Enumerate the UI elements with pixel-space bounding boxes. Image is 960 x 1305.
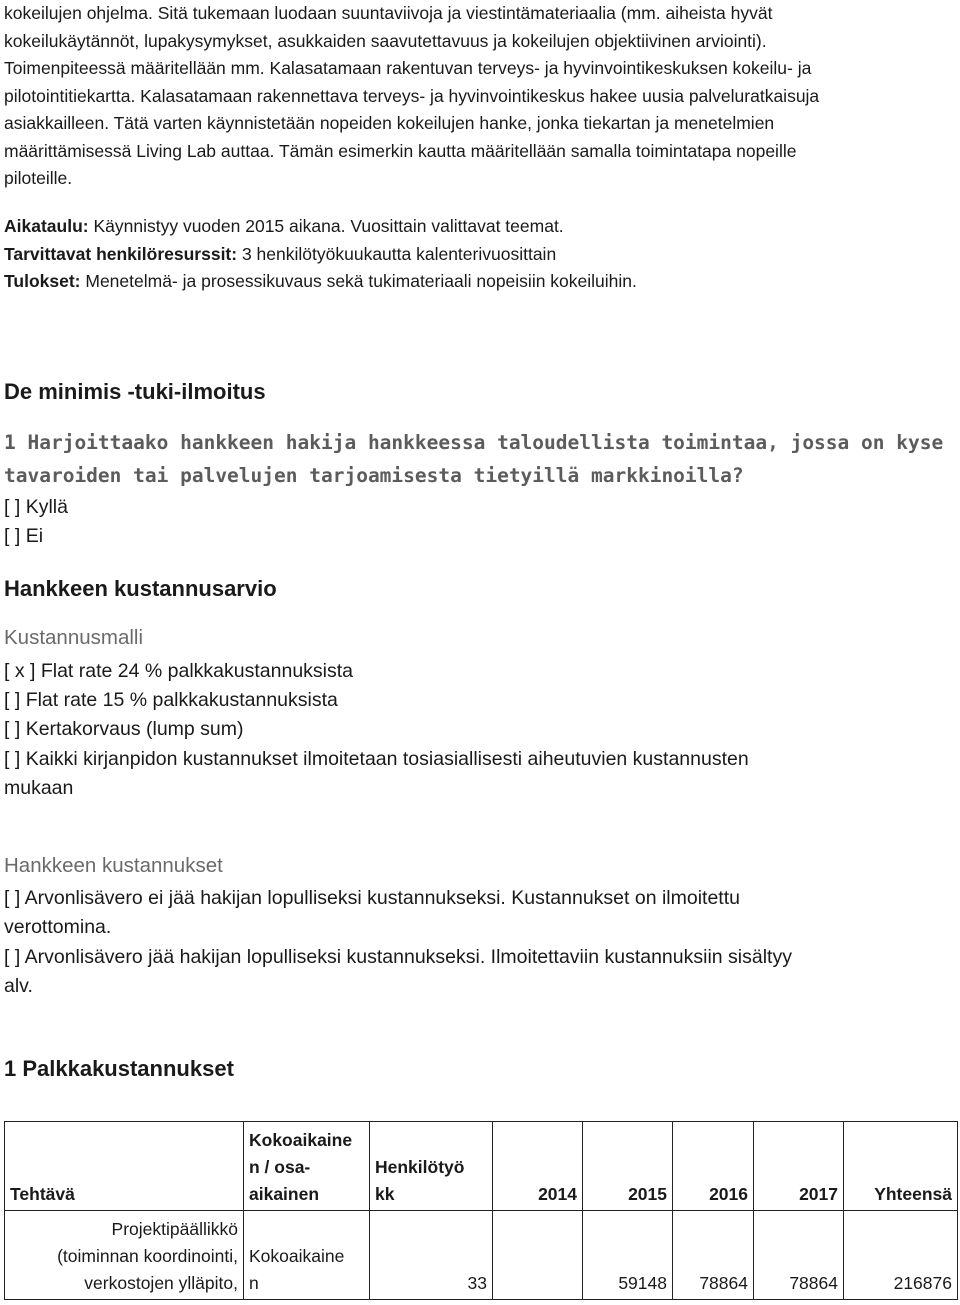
intro-line: kokeilukäytännöt, lupakysymykset, asukkaiden saavutettavuus ja kokeilujen objektiivinen arviointi). — [4, 30, 767, 51]
schedule-label: Aikataulu: — [4, 216, 89, 236]
resources-value: 3 henkilötyökuukautta kalenterivuosittain — [237, 243, 557, 264]
cost-model-option[interactable] — [4, 657, 353, 686]
checkbox-bracket[interactable]: [ ] — [4, 946, 21, 968]
intro-line: Toimenpiteessä määritellään mm. Kalasatamaan rakentuvan terveys- ja hyvinvointikeskuksen kokeilu- ja — [4, 58, 812, 78]
intro-line: pilotointitiekartta. Kalasatamaan rakennettava terveys- ja hyvinvointikeskus hakee uusia palveluratkaisuja — [4, 85, 820, 106]
cost-model-option-actual[interactable] — [4, 745, 749, 803]
col-header-2016: 2016 — [673, 1122, 754, 1211]
option-label-cont: alv. — [4, 975, 33, 997]
col-header-total: Yhteensä — [844, 1122, 958, 1211]
col-header-task: Tehtävä — [5, 1122, 244, 1211]
col-header-2017: 2017 — [754, 1122, 844, 1211]
cell-fulltime: Kokoaikaine n — [244, 1211, 370, 1300]
results-label: Tulokset: — [4, 271, 81, 291]
option-label: Kyllä — [25, 496, 68, 518]
cost-model-option[interactable] — [4, 686, 338, 715]
project-costs-title: Hankkeen kustannukset — [4, 854, 223, 877]
cell-2014 — [493, 1211, 583, 1300]
intro-line: piloteille. — [4, 168, 73, 188]
cell-task: Projektipäällikkö (toiminnan koordinointi, verkostojen ylläpito, — [5, 1211, 244, 1300]
checkbox-bracket[interactable]: [ ] — [4, 718, 21, 740]
col-header-person-months: Henkilötyö kk — [370, 1122, 493, 1211]
cell-2016: 78864 — [673, 1211, 754, 1300]
resources-row — [4, 241, 637, 269]
table-header-row — [5, 1122, 958, 1211]
question-line: 1 Harjoittaako hankkeen hakija hankkeessa taloudellista toimintaa, jossa on kyse — [4, 431, 944, 454]
salary-costs-table — [4, 1121, 958, 1300]
schedule-value: Käynnistyy vuoden 2015 aikana. Vuosittain valittavat teemat. — [88, 216, 564, 236]
cell-2015: 59148 — [583, 1211, 673, 1300]
col-header-fulltime: Kokoaikaine n / osa- aikainen — [244, 1122, 370, 1211]
question-line: tavaroiden tai palvelujen tarjoamisesta tietyillä markkinoilla? — [4, 464, 744, 487]
option-kylla[interactable] — [4, 493, 68, 522]
checkbox-bracket[interactable]: [ x ] — [4, 660, 36, 682]
option-label-cont: mukaan — [4, 777, 74, 799]
results-value: Menetelmä- ja prosessikuvaus sekä tukimateriaali nopeisiin kokeiluihin. — [80, 271, 637, 291]
salary-costs-heading: 1 Palkkakustannukset — [4, 1056, 234, 1081]
schedule-row — [4, 213, 637, 241]
option-ei[interactable] — [4, 522, 43, 551]
schedule-block — [4, 213, 637, 296]
checkbox-bracket[interactable]: [ ] — [4, 887, 21, 909]
checkbox-bracket[interactable]: [ ] — [4, 748, 21, 770]
option-label: Ei — [25, 525, 44, 547]
table-row — [5, 1211, 958, 1300]
intro-line: määrittämisessä Living Lab auttaa. Tämän esimerkin kautta määritellään samalla toimintatapa nopeille — [4, 140, 797, 161]
intro-line: asiakkailleen. Tätä varten käynnistetään nopeiden kokeilujen hanke, jonka tiekartan ja menetelmien — [4, 113, 775, 133]
option-label: Arvonlisävero ei jää hakijan lopulliseksi kustannukseksi. Kustannukset on ilmoitettu — [24, 887, 740, 909]
cell-total: 216876 — [844, 1211, 958, 1300]
col-header-2014: 2014 — [493, 1122, 583, 1211]
option-label: Arvonlisävero jää hakijan lopulliseksi kustannukseksi. Ilmoitettaviin kustannuksiin sisältyy — [24, 946, 792, 968]
cost-estimate-heading: Hankkeen kustannusarvio — [4, 576, 277, 601]
checkbox-bracket[interactable]: [ ] — [4, 689, 21, 711]
vat-option-excluded[interactable] — [4, 884, 740, 942]
checkbox-bracket[interactable]: [ ] — [4, 496, 21, 518]
cost-model-option[interactable] — [4, 715, 244, 744]
option-label: Flat rate 15 % palkkakustannuksista — [25, 689, 338, 711]
de-minimis-heading: De minimis -tuki-ilmoitus — [4, 379, 266, 404]
resources-label: Tarvittavat henkilöresurssit: — [4, 243, 238, 264]
cell-2017: 78864 — [754, 1211, 844, 1300]
vat-option-included[interactable] — [4, 943, 792, 1001]
intro-line: kokeilujen ohjelma. Sitä tukemaan luodaan suuntaviivoja ja viestintämateriaalia (mm. aiheista hyvät — [4, 3, 773, 23]
option-label: Kaikki kirjanpidon kustannukset ilmoitetaan tosiasiallisesti aiheutuvien kustannusten — [25, 748, 749, 770]
checkbox-bracket[interactable]: [ ] — [4, 525, 21, 547]
cell-person-months: 33 — [370, 1211, 493, 1300]
option-label-cont: verottomina. — [4, 916, 112, 938]
de-minimis-question — [4, 426, 943, 492]
col-header-2015: 2015 — [583, 1122, 673, 1211]
intro-paragraph — [4, 0, 952, 193]
results-row — [4, 268, 637, 296]
option-label: Kertakorvaus (lump sum) — [25, 718, 244, 740]
option-label: Flat rate 24 % palkkakustannuksista — [40, 660, 354, 682]
cost-model-title: Kustannusmalli — [4, 626, 144, 649]
